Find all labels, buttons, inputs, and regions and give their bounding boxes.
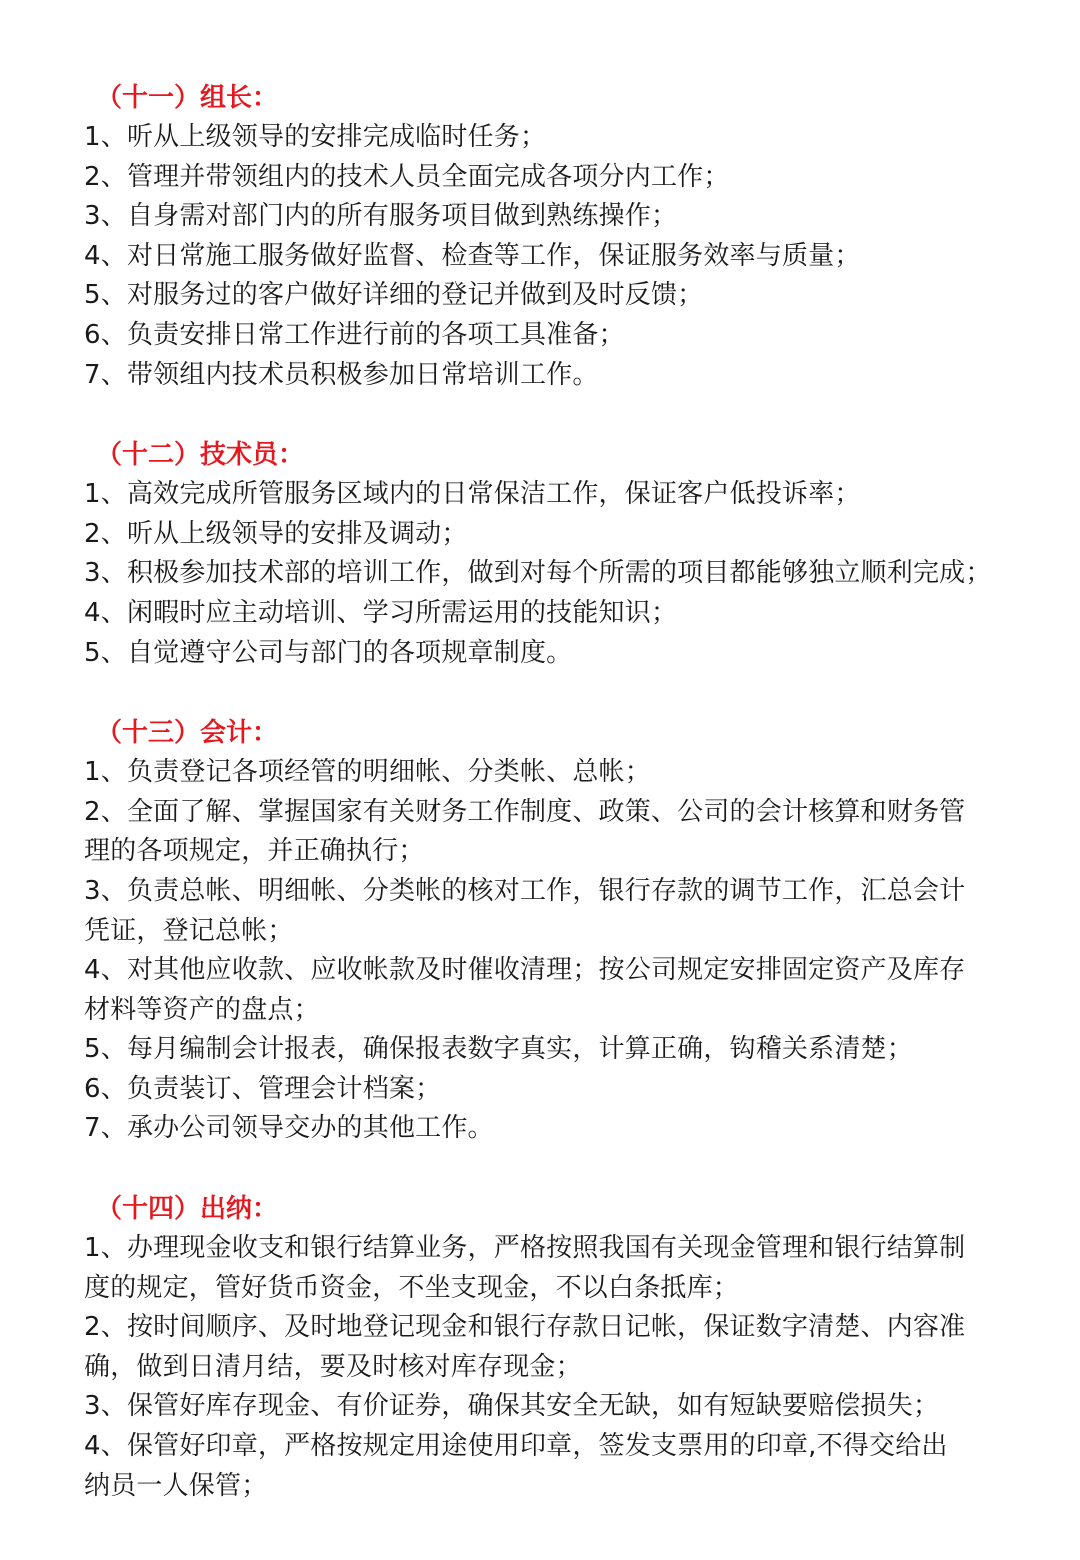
list-item: 3、自身需对部门内的所有服务项目做到熟练操作；	[84, 201, 678, 232]
section-technician	[84, 435, 1040, 673]
section-cashier	[84, 1189, 1040, 1506]
section-accountant	[84, 713, 1040, 1149]
list-item: 4、保管好印章，严格按规定用途使用印章，签发支票用的印章,不得交给出 纳员一人保管；	[84, 1431, 948, 1501]
list-item: 4、对其他应收款、应收帐款及时催收清理；按公司规定安排固定资产及库存 材料等资产的盘点；	[84, 955, 966, 1025]
list-item: 2、听从上级领导的安排及调动；	[84, 518, 468, 549]
list-item: 2、按时间顺序、及时地登记现金和银行存款日记帐，保证数字清楚、内容准 确，做到日清月结，要及时核对库存现金；	[84, 1312, 966, 1382]
list-item: 3、负责总帐、明细帐、分类帐的核对工作，银行存款的调节工作，汇总会计 凭证，登记总帐；	[84, 875, 966, 946]
section-heading: （十一）组长：	[96, 83, 279, 113]
list-item: 5、对服务过的客户做好详细的登记并做到及时反馈；	[84, 280, 704, 311]
section-heading: （十三）会计：	[96, 718, 279, 749]
list-item: 1、听从上级领导的安排完成临时任务；	[84, 122, 547, 152]
section-team-leader	[84, 78, 1040, 395]
list-item: 3、积极参加技术部的培训工作，做到对每个所需的项目都能够独立顺利完成；	[84, 558, 992, 589]
list-item: 3、保管好库存现金、有价证券，确保其安全无缺，如有短缺要赔偿损失；	[84, 1391, 940, 1422]
list-item: 1、办理现金收支和银行结算业务，严格按照我国有关现金管理和银行结算制 度的规定，管好货币资金，不坐支现金，不以白条抵库；	[84, 1233, 966, 1303]
list-item: 4、对日常施工服务做好监督、检查等工作，保证服务效率与质量；	[84, 240, 861, 271]
list-item: 2、管理并带领组内的技术人员全面完成各项分内工作；	[84, 161, 730, 192]
list-item: 6、负责安排日常工作进行前的各项工具准备；	[84, 319, 625, 350]
list-item: 6、负责装订、管理会计档案；	[84, 1073, 442, 1104]
list-item: 1、负责登记各项经管的明细帐、分类帐、总帐；	[84, 757, 651, 788]
list-item: 5、每月编制会计报表，确保报表数字真实，计算正确，钩稽关系清楚；	[84, 1034, 913, 1065]
section-heading: （十四）出纳：	[96, 1194, 279, 1225]
section-heading: （十二）技术员：	[96, 440, 305, 471]
list-item: 5、自觉遵守公司与部门的各项规章制度。	[84, 637, 573, 668]
list-item: 7、承办公司领导交办的其他工作。	[84, 1113, 494, 1144]
list-item: 7、带领组内技术员积极参加日常培训工作。	[84, 359, 599, 390]
list-item: 1、高效完成所管服务区域内的日常保洁工作，保证客户低投诉率；	[84, 479, 861, 510]
list-item: 4、闲暇时应主动培训、学习所需运用的技能知识；	[84, 597, 678, 628]
list-item: 2、全面了解、掌握国家有关财务工作制度、政策、公司的会计核算和财务管 理的各项规定，并正确执行；	[84, 796, 966, 867]
